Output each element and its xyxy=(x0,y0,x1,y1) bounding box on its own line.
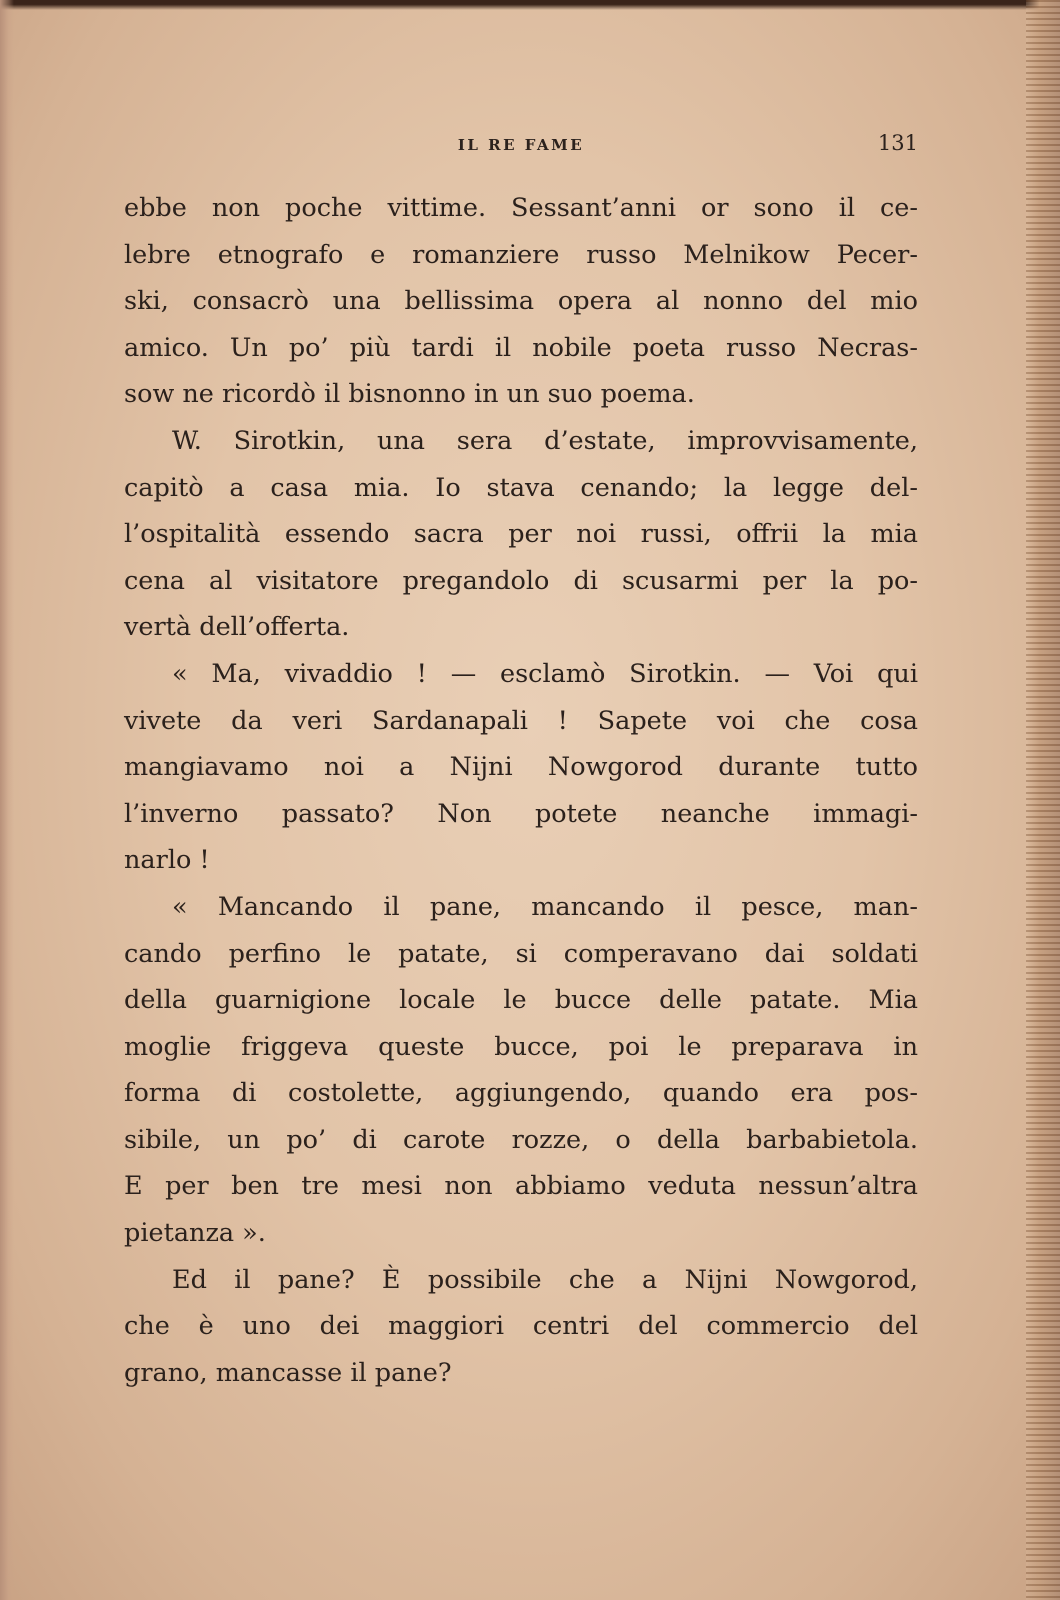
text-line: vivete da veri Sardanapali ! Sapete voi che cosa xyxy=(124,705,918,736)
page-left-edge xyxy=(0,0,14,1600)
body-text xyxy=(124,185,918,1396)
text-line: « Ma, vivaddio ! — esclamò Sirotkin. — Voi qui xyxy=(172,658,918,689)
text-line: cando perfino le patate, si comperavano dai soldati xyxy=(124,938,918,969)
text-line: Ed il pane? È possibile che a Nijni Nowgorod, xyxy=(172,1264,918,1295)
text-line: ebbe non poche vittime. Sessant’anni or sono il ce- xyxy=(124,193,918,223)
text-line: ski, consacrò una bellissima opera al nonno del mio xyxy=(124,286,918,317)
page-top-shadow xyxy=(0,0,1060,10)
running-title: IL RE FAME xyxy=(457,136,585,154)
text-line: l’inverno passato? Non potete neanche immagi- xyxy=(124,798,918,829)
text-line: moglie friggeva queste bucce, poi le preparava in xyxy=(124,1031,918,1062)
running-head xyxy=(124,130,918,160)
text-line: l’ospitalità essendo sacra per noi russi, offrii la mia xyxy=(124,519,918,550)
text-line: « Mancando il pane, mancando il pesce, man- xyxy=(172,891,918,922)
text-line: forma di costolette, aggiungendo, quando era pos- xyxy=(124,1078,918,1109)
text-line: cena al visitatore pregandolo di scusarmi per la po- xyxy=(124,565,918,596)
page-right-edge xyxy=(1026,0,1060,1600)
text-line: della guarnigione locale le bucce delle patate. Mia xyxy=(124,985,918,1016)
text-line: amico. Un po’ più tardi il nobile poeta russo Necras- xyxy=(124,332,918,363)
text-line: W. Sirotkin, una sera d’estate, improvvisamente, xyxy=(172,425,918,456)
text-line: mangiavamo noi a Nijni Nowgorod durante tutto xyxy=(124,752,918,783)
text-line: vertà dell’offerta. xyxy=(124,612,350,643)
text-line: lebre etnografo e romanziere russo Melnikow Pecer- xyxy=(124,239,918,270)
text-line: narlo ! xyxy=(124,845,210,876)
text-line: sow ne ricordò il bisnonno in un suo poema. xyxy=(124,379,695,410)
text-line: E per ben tre mesi non abbiamo veduta nessun’altra xyxy=(124,1171,918,1202)
text-line: sibile, un po’ di carote rozze, o della barbabietola. xyxy=(124,1124,918,1155)
text-line: che è uno dei maggiori centri del commercio del xyxy=(124,1311,918,1342)
text-line: pietanza ». xyxy=(124,1218,266,1249)
page-number: 131 xyxy=(877,131,918,155)
text-line: capitò a casa mia. Io stava cenando; la legge del- xyxy=(124,472,918,503)
text-line: grano, mancasse il pane? xyxy=(124,1357,452,1388)
